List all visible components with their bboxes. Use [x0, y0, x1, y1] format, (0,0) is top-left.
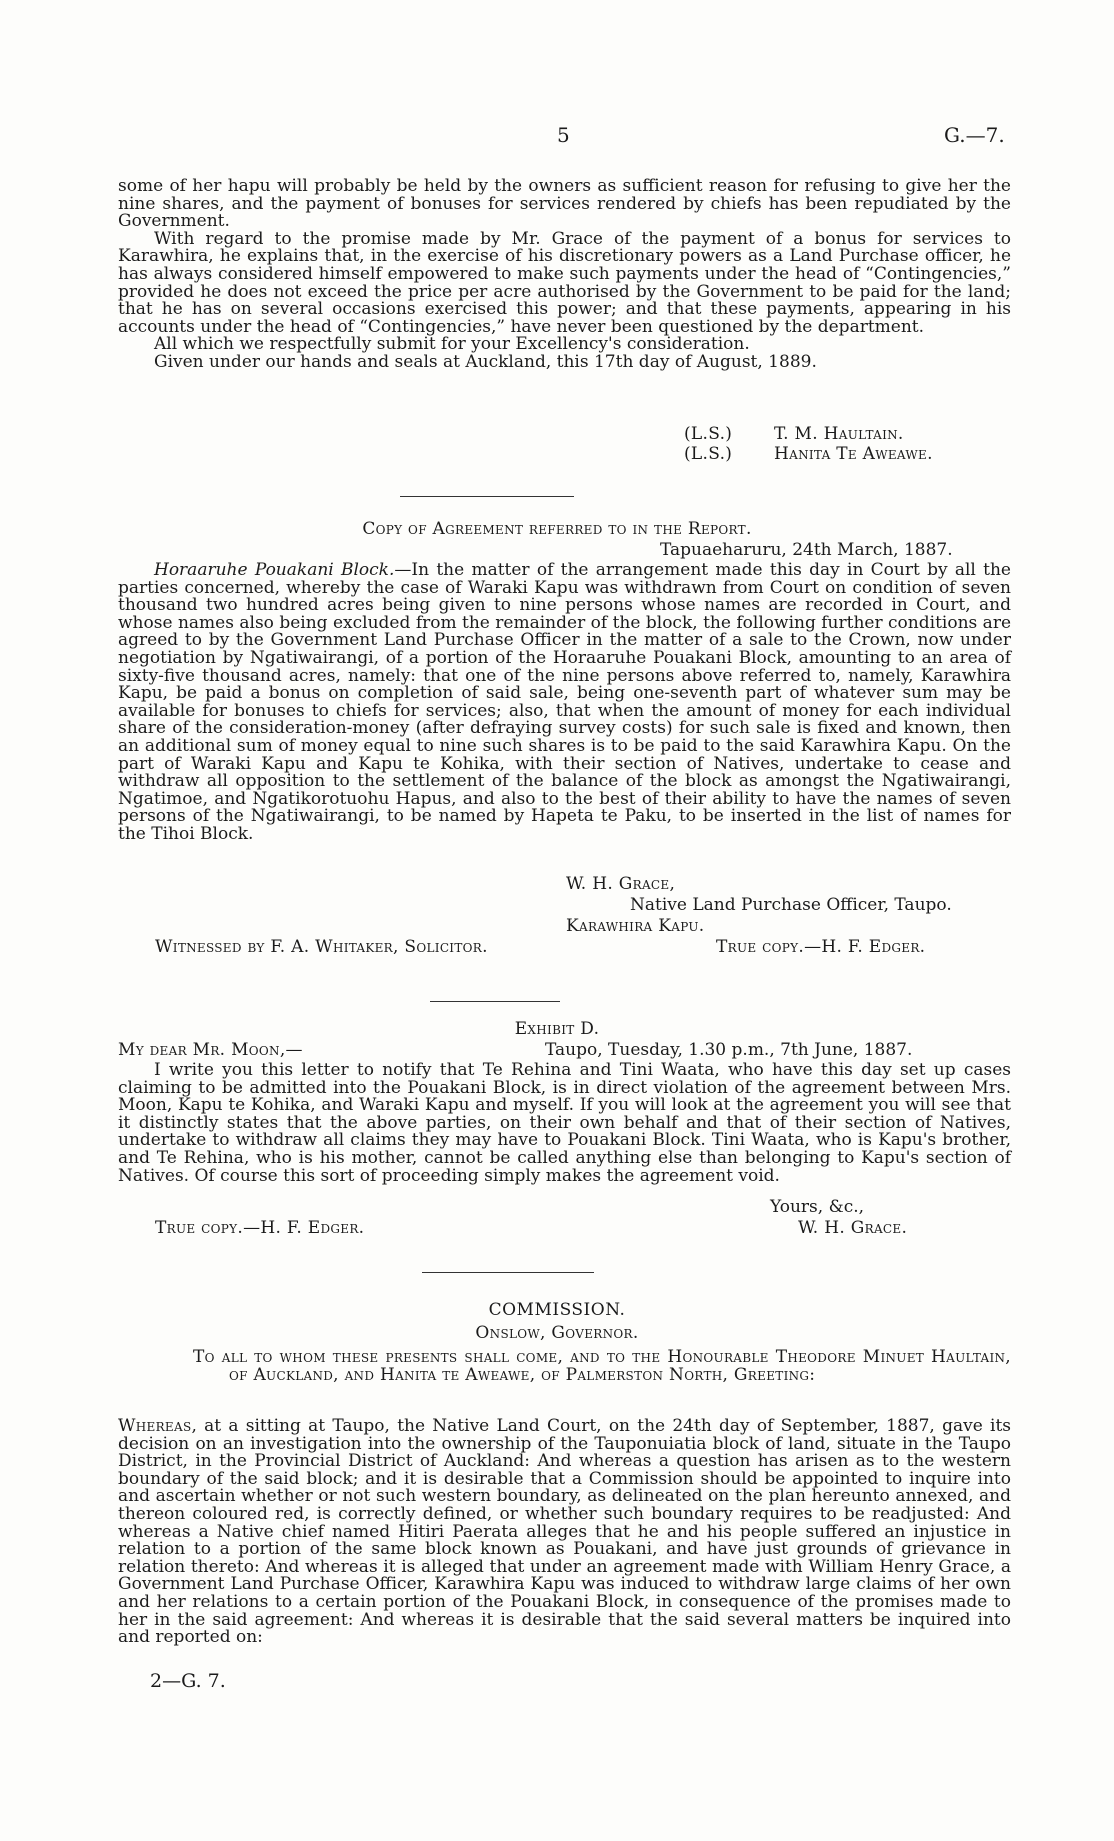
- agreement-true-copy: True copy.—H. F. Edger.: [716, 937, 926, 957]
- exhibit-body: [118, 1062, 1011, 1185]
- agreement-heading: Copy of Agreement referred to in the Report.: [362, 519, 752, 539]
- section-divider-3: [422, 1272, 594, 1273]
- report-section: [118, 178, 1011, 372]
- seal-2: (L.S.): [684, 444, 733, 464]
- commission-heading: COMMISSION.: [488, 1300, 626, 1320]
- report-paragraph-3: All which we respectfully submit for your Excellency's consideration.: [154, 334, 750, 355]
- signature-aweawe: Hanita Te Aweawe.: [774, 444, 933, 464]
- agreement-text: —In the matter of the arrangement made this day in Court by all the parties concerned, whereby the case of Waraki Kapu was withdrawn from Court on condition of seven thousand two hundred acres being given to nine persons whose names are recorded in Court, and whose names also being excluded from the remainder of the block, the following further conditions are agreed to by the Government Land Purchase Officer in the matter of a sale to the Crown, now under negotiation by Ngatiwairangi, of a portion of the Horaaruhe Pouakani Block, amounting to an area of sixty-five thousand acres, namely: that one of the nine persons above referred to, namely, Karawhira Kapu, be paid a bonus on completion of said sale, being one-seventh part of whatever sum may be available for bonuses to chiefs for services; also, that when the amount of money for each individual share of the consideration-money (after defraying survey costs) for such sale is fixed and known, then an additional sum of money equal to nine such shares is to be paid to the said Karawhira Kapu. On the part of Waraki Kapu and Kapu te Kohika, with their section of Natives, undertake to cease and withdraw all opposition to the settlement of the balance of the block as amongst the Ngatiwairangi, Ngatimoe, and Ngatikorotuohu Hapus, and also to the best of their ability to have the names of seven persons of the Ngatiwairangi, to be named by Hapeta te Paku, to be inserted in the list of names for the Tihoi Block.: [118, 560, 1011, 844]
- document-reference: G.—7.: [944, 123, 1005, 147]
- exhibit-signature: W. H. Grace.: [798, 1218, 908, 1238]
- report-paragraph-2: With regard to the promise made by Mr. Grace of the payment of a bonus for services to Karawhira, he explains that, in the exercise of his discretionary powers as a Land Purchase officer, he has always considered himself empowered to make such payments under the head of “Contingencies,” provided he does not exceed the price per acre authorised by the Government to be paid for the land; that he has on several occasions exercised this power; and that these payments, appearing in his accounts under the head of “Contingencies,” have never been questioned by the department.: [118, 228, 1011, 337]
- witness-line: Witnessed by F. A. Whitaker, Solicitor.: [155, 937, 488, 957]
- commission-address: [193, 1349, 1011, 1384]
- signature-grace-title: Native Land Purchase Officer, Taupo.: [630, 895, 952, 915]
- exhibit-place-date: Taupo, Tuesday, 1.30 p.m., 7th June, 1887.: [545, 1040, 913, 1060]
- exhibit-salutation: My dear Mr. Moon,—: [118, 1040, 303, 1060]
- commission-body: [118, 1418, 1011, 1647]
- page-number: 5: [557, 123, 570, 147]
- signature-grace: W. H. Grace,: [566, 874, 676, 894]
- signature-karawhira: Karawhira Kapu.: [566, 916, 705, 936]
- report-paragraph-4: Given under our hands and seals at Auckland, this 17th day of August, 1889.: [154, 351, 817, 372]
- agreement-place-date: Tapuaeharuru, 24th March, 1887.: [660, 540, 953, 560]
- section-divider-2: [430, 1001, 560, 1002]
- seal-1: (L.S.): [684, 424, 733, 444]
- commission-text: , at a sitting at Taupo, the Native Land Court, on the 24th day of September, 1887, gave its decision on an investigation into the ownership of the Tauponuiatia block of land, situate in the Taupo District, in the Provincial District of Auckland: And whereas a question has arisen as to the western boundary of the said block; and it is desirable that a Commission should be appointed to inquire into and ascertain whether or not such western boundary, as delineated on the plan hereunto annexed, and thereon coloured red, is correctly defined, or whether such boundary requires to be readjusted: And whereas a Native chief named Hitiri Paerata alleges that he and his people suffered an injustice in relation to a portion of the same block known as Pouakani, and have just grounds of grievance in relation thereto: And whereas it is alleged that under an agreement made with William Henry Grace, a Government Land Purchase Officer, Karawhira Kapu was induced to withdraw large claims of her own and her relations to a certain portion of the Pouakani Block, in consequence of the promises made to her in the said agreement: And whereas it is desirable that the said several matters be inquired into and reported on:: [118, 1416, 1011, 1648]
- report-paragraph-1: some of her hapu will probably be held by the owners as sufficient reason for refusing to give her the nine shares, and the payment of bonuses for services rendered by chiefs has been repudiated by the Government.: [118, 176, 1011, 232]
- exhibit-letter-text: I write you this letter to notify that Te Rehina and Tini Waata, who have this day set up cases claiming to be admitted into the Pouakani Block, is in direct violation of the agreement between Mrs. Moon, Kapu te Kohika, and Waraki Kapu and myself. If you will look at the agreement you will see that it distinctly states that the above parties, on their own behalf and that of their section of Natives, undertake to withdraw all claims they may have to Pouakani Block. Tini Waata, who is Kapu's brother, and Te Rehina, who is his mother, cannot be called anything else than belonging to Kapu's section of Natives. Of course this sort of proceeding simply makes the agreement void.: [118, 1060, 1011, 1186]
- block-name: Horaaruhe Pouakani Block.: [154, 560, 395, 580]
- whereas-word: Whereas: [118, 1416, 192, 1436]
- agreement-body: [118, 562, 1011, 844]
- section-divider-1: [400, 496, 574, 497]
- exhibit-closing: Yours, &c.,: [770, 1197, 865, 1217]
- commission-governor: Onslow, Governor.: [475, 1323, 639, 1343]
- signature-haultain: T. M. Haultain.: [774, 424, 904, 444]
- exhibit-true-copy: True copy.—H. F. Edger.: [155, 1218, 365, 1238]
- signature-mark: 2—G. 7.: [150, 1670, 226, 1692]
- commission-address-text: To all to whom these presents shall come, and to the Honourable Theodore Minuet Haultain, of Auckland, and Hanita te Aweawe, of Palmerston North, Greeting:: [193, 1347, 1011, 1385]
- exhibit-heading: Exhibit D.: [514, 1019, 600, 1039]
